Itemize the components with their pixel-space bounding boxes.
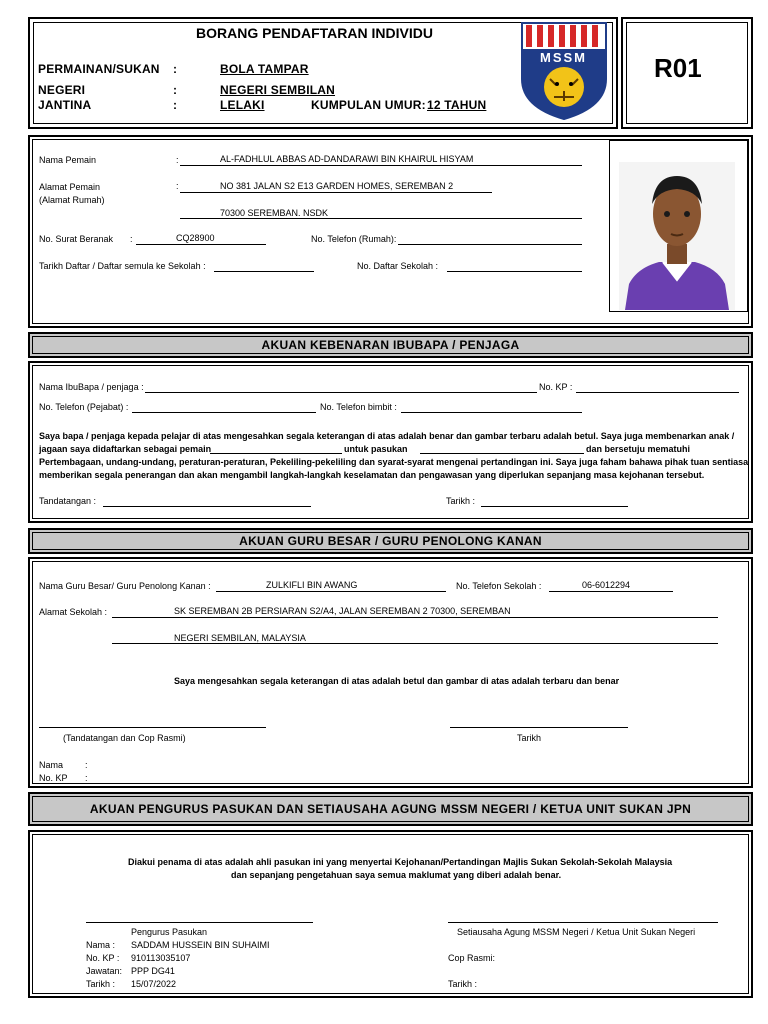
- team-line: [420, 453, 584, 454]
- reg-date-label: Tarikh Daftar / Daftar semula ke Sekolah :: [39, 261, 206, 271]
- player-photo: [619, 162, 735, 310]
- manager-position-value: PPP DG41: [131, 966, 175, 976]
- birth-cert-label: No. Surat Beranak: [39, 234, 114, 244]
- headmaster-name-line: [216, 591, 446, 592]
- secretary-title: Setiausaha Agung MSSM Negeri / Ketua Unit Sukan Negeri: [457, 927, 696, 937]
- state-value: NEGERI SEMBILAN: [220, 83, 336, 97]
- home-phone-line: [398, 244, 582, 245]
- address-sub-label: (Alamat Rumah): [39, 195, 105, 205]
- parent-date-label: Tarikh :: [446, 496, 476, 506]
- parent-declaration-line2a: jagaan saya didaftarkan sebagai pemain: [39, 444, 212, 454]
- parent-name-label: Nama IbuBapa / penjaga :: [39, 382, 144, 392]
- state-label: NEGERI: [38, 83, 86, 97]
- headmaster-date-label: Tarikh: [517, 733, 542, 743]
- parent-declaration-line2b: untuk pasukan: [344, 444, 408, 454]
- colon: :: [85, 773, 88, 783]
- headmaster-signature-line: [39, 727, 266, 728]
- school-phone-value: 06-6012294: [582, 580, 631, 590]
- colon: :: [85, 760, 88, 770]
- parent-ic-label: No. KP :: [539, 382, 573, 392]
- parent-ic-line: [576, 392, 739, 393]
- school-address-line2: NEGERI SEMBILAN, MALAYSIA: [174, 633, 306, 643]
- gender-value: LELAKI: [220, 98, 265, 112]
- manager-declaration-line2: dan sepanjang pengetahuan saya semua maklumat yang diberi adalah benar.: [231, 870, 562, 880]
- headmaster-ic-field-label: No. KP: [39, 773, 68, 783]
- form-code: R01: [654, 53, 702, 83]
- player-name-value: AL-FADHLUL ABBAS AD-DANDARAWI BIN KHAIRUL HISYAM: [220, 154, 474, 164]
- manager-title: Pengurus Pasukan: [131, 927, 208, 937]
- manager-declaration-line1: Diakui penama di atas adalah ahli pasukan ini yang menyertai Kejohanan/Pertandingan Majlis Sukan Sekolah-Sekolah Malaysia: [128, 857, 673, 867]
- school-address-line1-rule: [112, 617, 718, 618]
- secretary-signature-line: [448, 922, 718, 923]
- colon: :: [176, 181, 179, 191]
- headmaster-date-line: [450, 727, 628, 728]
- age-group-value: 12 TAHUN: [427, 98, 487, 112]
- player-role-line: [210, 453, 342, 454]
- birth-cert-value: CQ28900: [176, 233, 215, 243]
- school-phone-label: No. Telefon Sekolah :: [456, 581, 542, 591]
- sport-label: PERMAINAN/SUKAN: [38, 62, 160, 76]
- parent-signature-line: [103, 506, 311, 507]
- parent-date-line: [481, 506, 628, 507]
- sport-value: BOLA TAMPAR: [220, 62, 309, 76]
- manager-signature-line: [86, 922, 313, 923]
- age-group-label: KUMPULAN UMUR:: [311, 98, 426, 112]
- home-phone-label: No. Telefon (Rumah):: [311, 234, 397, 244]
- parent-declaration-line3: Pertembagaan, undang-undang, peraturan-peraturan, Pekeliling-pekeliling dan syarat-syarat mengenai pertandingan ini. Saya juga faham bahawa pihak tuan sentiasa: [39, 457, 749, 467]
- office-phone-label: No. Telefon (Pejabat) :: [39, 402, 129, 412]
- form-title: BORANG PENDAFTARAN INDIVIDU: [196, 25, 433, 41]
- signature-stamp-label: (Tandatangan dan Cop Rasmi): [63, 733, 186, 743]
- address-line2-rule: [180, 218, 582, 219]
- player-name-line: [180, 165, 582, 166]
- player-name-label: Nama Pemain: [39, 155, 97, 165]
- parent-section-title: AKUAN KEBENARAN IBUBAPA / PENJAGA: [261, 338, 520, 352]
- logo-text: MSSM: [540, 50, 587, 65]
- headmaster-section-bar: [28, 528, 753, 554]
- headmaster-confirmation: Saya mengesahkan segala keterangan di atas adalah betul dan gambar di atas adalah terbaru dan benar: [174, 676, 620, 686]
- headmaster-section-inner: [32, 561, 749, 784]
- mobile-line: [401, 412, 582, 413]
- school-address-line2-rule: [112, 643, 718, 644]
- manager-name-value: SADDAM HUSSEIN BIN SUHAIMI: [131, 940, 270, 950]
- manager-date-label: Tarikh :: [86, 979, 116, 989]
- headmaster-name-label: Nama Guru Besar/ Guru Penolong Kanan :: [39, 581, 211, 591]
- school-reg-line: [447, 271, 582, 272]
- address-label: Alamat Pemain: [39, 182, 101, 192]
- school-address-line1: SK SEREMBAN 2B PERSIARAN S2/A4, JALAN SEREMBAN 2 70300, SEREMBAN: [174, 606, 511, 616]
- parent-declaration-line1: Saya bapa / penjaga kepada pelajar di atas mengesahkan segala keterangan di atas adalah benar dan gambar terbaru adalah betul. Saya juga membenarkan anak /: [39, 431, 735, 441]
- parent-name-line: [145, 392, 537, 393]
- sport-colon: :: [173, 62, 178, 76]
- secretary-stamp-label: Cop Rasmi:: [448, 953, 496, 963]
- mssm-logo: [520, 21, 608, 121]
- headmaster-name-field-label: Nama: [39, 760, 64, 770]
- manager-position-label: Jawatan:: [86, 966, 123, 976]
- parent-declaration-line2c: dan bersetuju mematuhi: [586, 444, 691, 454]
- address-line1: NO 381 JALAN S2 E13 GARDEN HOMES, SEREMBAN 2: [220, 181, 454, 191]
- secretary-date-label: Tarikh :: [448, 979, 478, 989]
- office-phone-line: [132, 412, 316, 413]
- address-line2: 70300 SEREMBAN. NSDK: [220, 208, 329, 218]
- manager-date-value: 15/07/2022: [131, 979, 177, 989]
- colon: :: [130, 234, 133, 244]
- birth-cert-line: [136, 244, 266, 245]
- mobile-label: No. Telefon bimbit :: [320, 402, 397, 412]
- parent-signature-label: Tandatangan :: [39, 496, 97, 506]
- reg-date-line: [214, 271, 314, 272]
- manager-section-title: AKUAN PENGURUS PASUKAN DAN SETIAUSAHA AGUNG MSSM NEGERI / KETUA UNIT SUKAN JPN: [89, 802, 692, 816]
- manager-ic-value: 910113035107: [131, 953, 191, 963]
- parent-declaration-line4: memberikan segala penerangan dan akan mengambil langkah-langkah keselamatan dan pengawasan yang diperlukan sepanjang masa kejohanan tersebut.: [39, 470, 705, 480]
- school-phone-line: [549, 591, 673, 592]
- school-address-label: Alamat Sekolah :: [39, 607, 108, 617]
- colon: :: [176, 155, 179, 165]
- headmaster-section-title: AKUAN GURU BESAR / GURU PENOLONG KANAN: [239, 534, 542, 548]
- headmaster-name-value: ZULKIFLI BIN AWANG: [266, 580, 358, 590]
- manager-section-bar: [28, 792, 753, 826]
- manager-ic-label: No. KP :: [86, 953, 120, 963]
- school-reg-label: No. Daftar Sekolah :: [357, 261, 439, 271]
- gender-colon: :: [173, 98, 178, 112]
- gender-label: JANTINA: [38, 98, 92, 112]
- manager-name-label: Nama :: [86, 940, 116, 950]
- address-line1-rule: [180, 192, 492, 193]
- state-colon: :: [173, 83, 178, 97]
- parent-section-bar: [28, 332, 753, 358]
